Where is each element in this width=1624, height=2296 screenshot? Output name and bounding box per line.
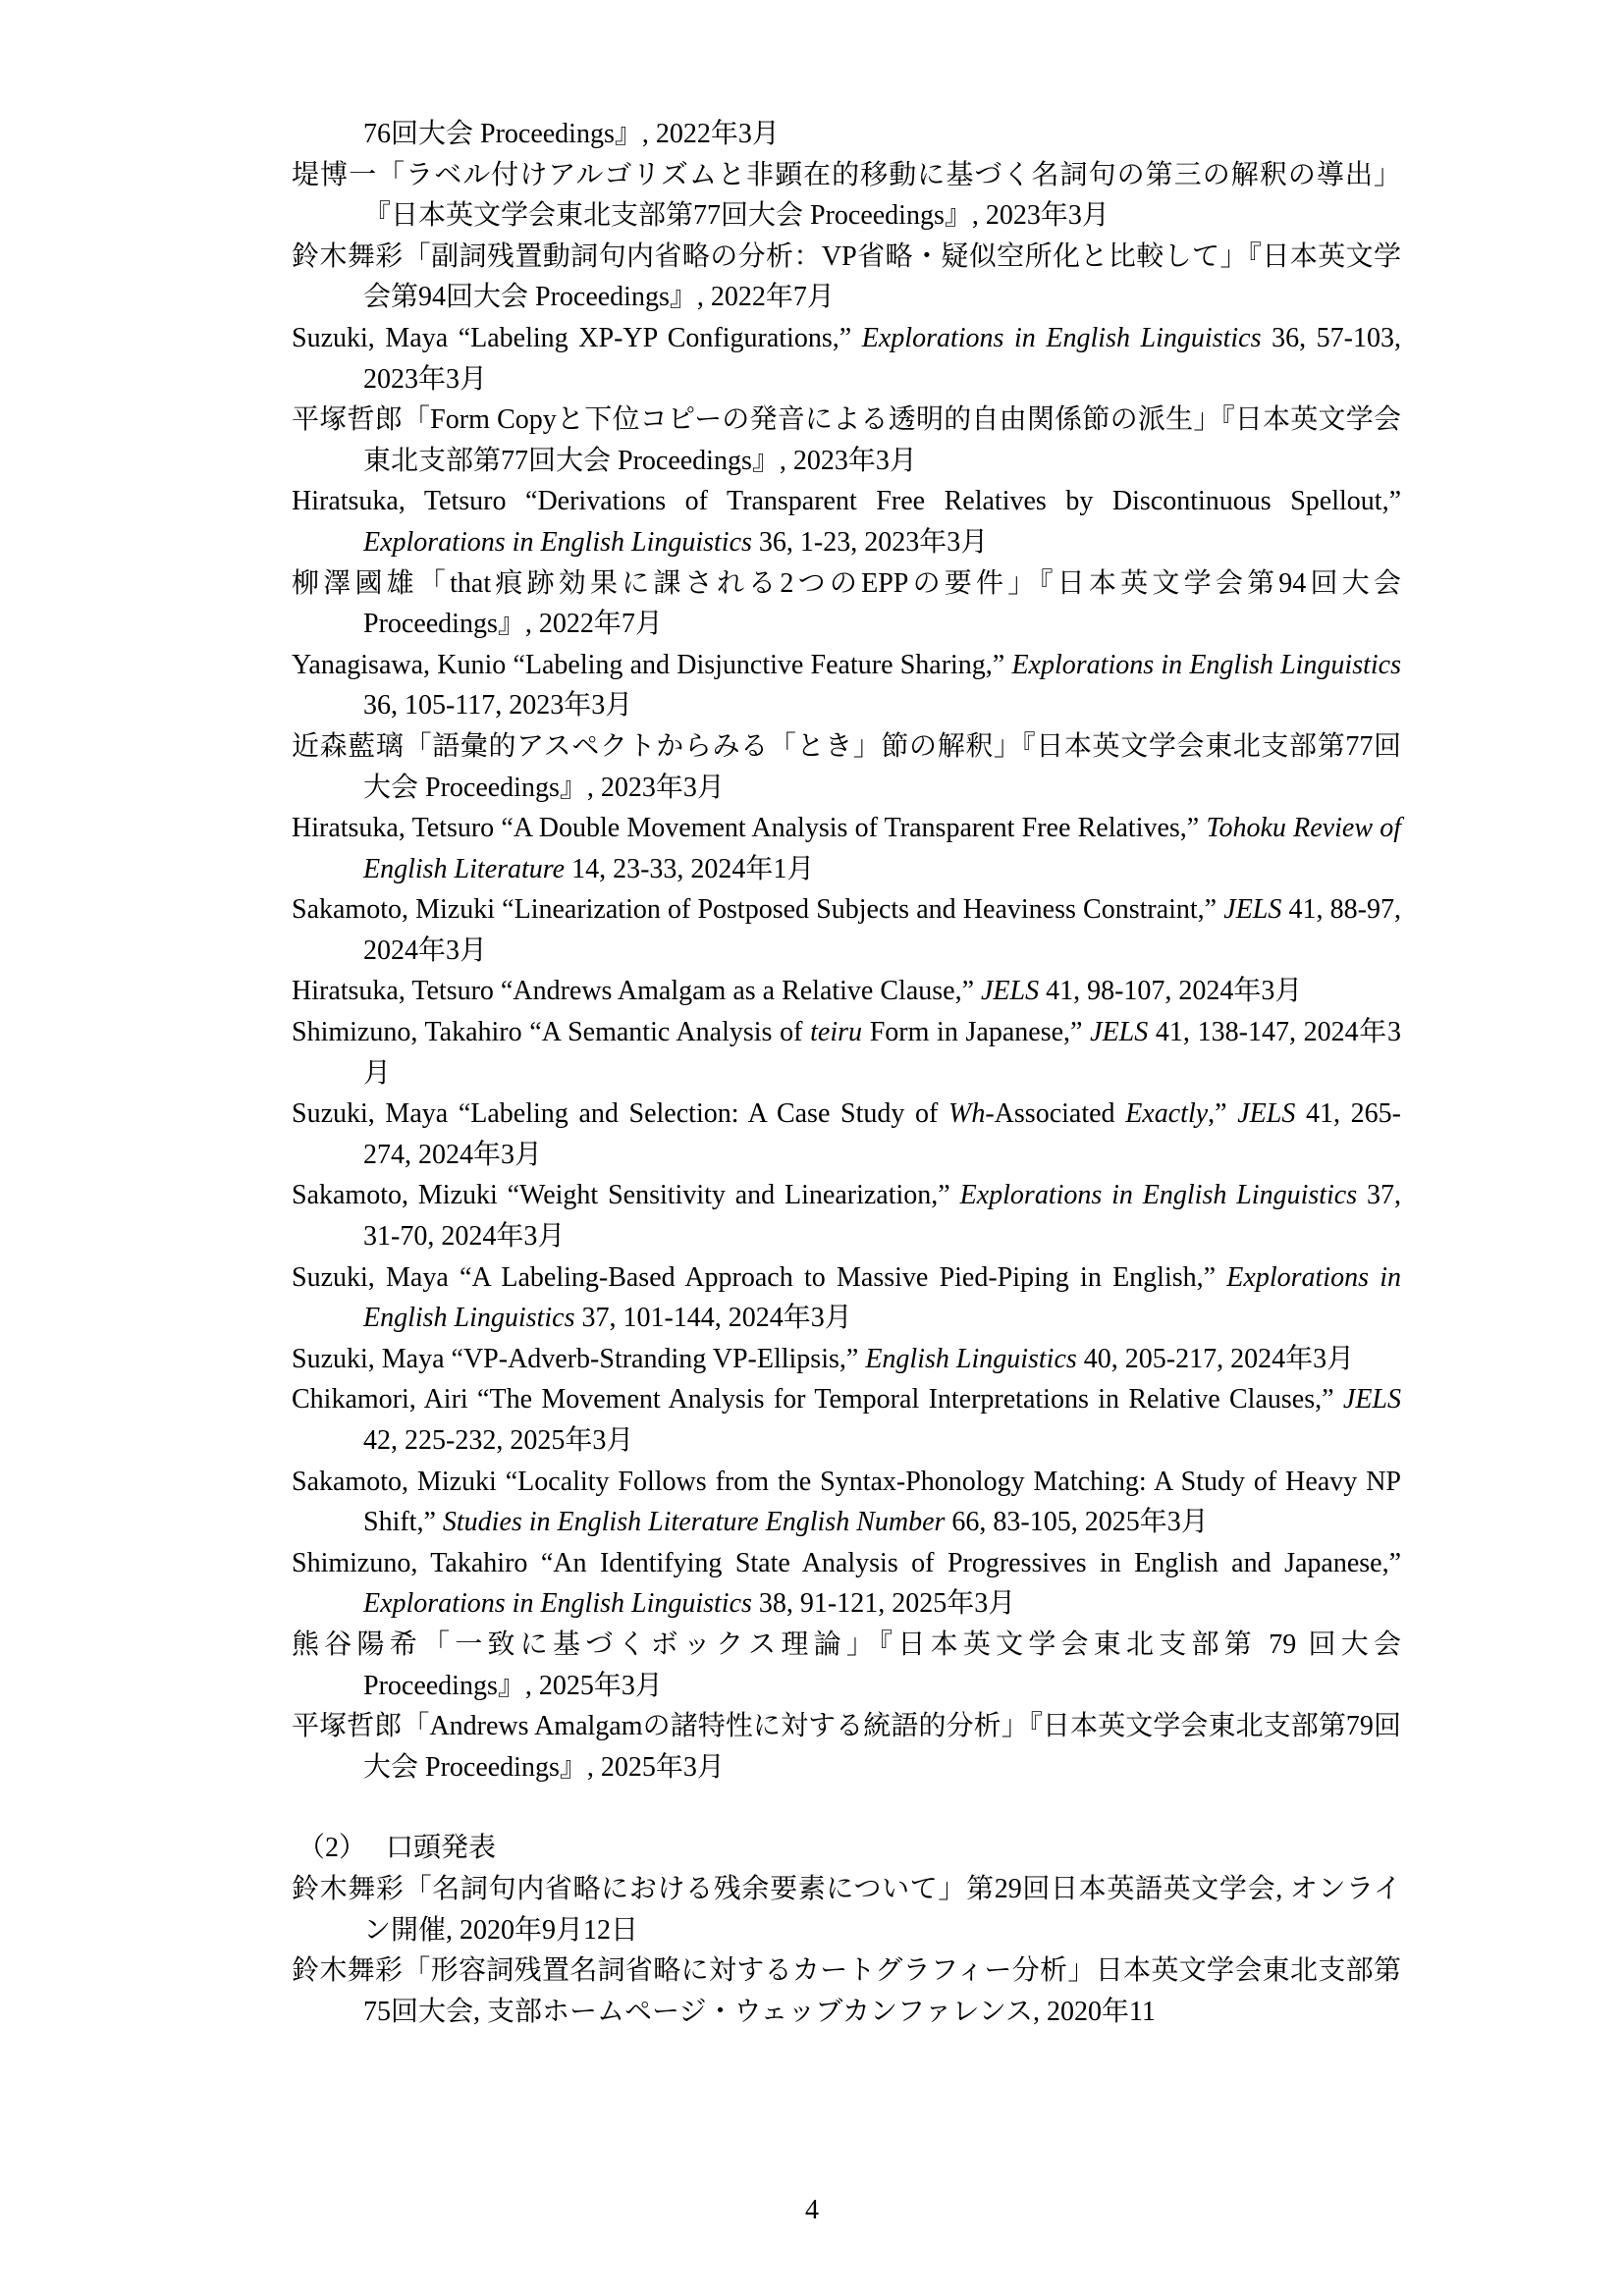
italic-title: Wh — [948, 1098, 986, 1130]
publication-entry — [292, 1706, 1401, 1788]
italic-title: Tohoku Review of English Literature — [363, 813, 1402, 884]
citation-text: Sakamoto, Mizuki “Weight Sensitivity and Linearization,” — [292, 1180, 960, 1211]
section-number: （2） — [298, 1833, 367, 1864]
citation-text: 柳澤國雄「that痕跡効果に課される2つのEPPの要件」『日本英文学会第94回大会 Proceedings』, 2022年7月 — [292, 567, 1401, 640]
citation-text: Hiratsuka, Tetsuro “Andrews Amalgam as a Relative Clause,” — [292, 976, 981, 1007]
publication-entry — [292, 318, 1401, 400]
publications-list — [292, 155, 1401, 1789]
publication-entry — [292, 1379, 1401, 1461]
publication-entry — [292, 400, 1401, 481]
italic-title: Exactly — [1125, 1098, 1209, 1130]
publication-entry — [292, 1462, 1401, 1543]
citation-text: 鈴木舞彩「副詞残置動詞句内省略の分析：VP省略・疑似空所化と比較して」『日本英文学会第94回大会 Proceedings』, 2022年7月 — [292, 240, 1401, 313]
document-page — [292, 114, 1401, 2032]
citation-text: Hiratsuka, Tetsuro “A Double Movement Analysis of Transparent Free Relatives,” — [292, 813, 1207, 844]
citation-text: -Associated — [985, 1098, 1126, 1130]
citation-text: Chikamori, Airi “The Movement Analysis for Temporal Interpretations in Relative Clauses,” — [292, 1384, 1343, 1415]
citation-text: 37, 101-144, 2024年3月 — [574, 1303, 852, 1334]
italic-title: Studies in English Literature English Number — [442, 1507, 946, 1538]
publication-entry — [292, 1339, 1401, 1380]
citation-text: 41, 98-107, 2024年3月 — [1039, 976, 1303, 1007]
section-title: 口頭発表 — [386, 1833, 497, 1864]
citation-text: 38, 91-121, 2025年3月 — [751, 1588, 1016, 1620]
citation-text: 14, 23-33, 2024年1月 — [565, 853, 815, 884]
citation-text: Sakamoto, Mizuki “Locality Follows from the Syntax-Phonology Matching: A Study of Heavy NP Shift,” — [292, 1466, 1401, 1538]
citation-text: Form in Japanese,” — [862, 1017, 1091, 1048]
publication-entry — [292, 1257, 1401, 1339]
citation-text: 41, 265-274, 2024年3月 — [363, 1098, 1401, 1170]
publication-entry — [292, 971, 1401, 1012]
presentation-entry — [292, 1950, 1401, 2032]
citation-text: 41, 138-147, 2024年3月 — [363, 1017, 1401, 1089]
italic-title: Explorations in English Linguistics — [363, 526, 752, 558]
citation-text: Yanagisawa, Kunio “Labeling and Disjunctive Feature Sharing,” — [292, 649, 1012, 680]
italic-title: Explorations in English Linguistics — [363, 1261, 1401, 1334]
presentation-entry — [292, 1869, 1401, 1950]
citation-text: 36, 105-117, 2023年3月 — [363, 690, 633, 721]
continued-entry: 76回大会 Proceedings』, 2022年3月 — [363, 119, 780, 149]
publication-entry — [292, 237, 1401, 318]
citation-text: 42, 225-232, 2025年3月 — [363, 1425, 634, 1456]
citation-text: 平塚哲郎「Andrews Amalgamの諸特性に対する統語的分析」『日本英文学会東北支部第79回大会 Proceedings』, 2025年3月 — [292, 1711, 1401, 1783]
italic-title: teiru — [810, 1017, 863, 1048]
citation-text: 堤博一「ラベル付けアルゴリズムと非顕在的移動に基づく名詞句の第三の解釈の導出」『日本英文学会東北支部第77回大会 Proceedings』, 2023年3月 — [292, 159, 1401, 232]
citation-text: 鈴木舞彩「形容詞残置名詞省略に対するカートグラフィー分析」日本英文学会東北支部第75回大会, 支部ホームページ・ウェッブカンファレンス, 2020年11 — [292, 1955, 1401, 2027]
citation-text: 36, 1-23, 2023年3月 — [751, 526, 989, 558]
publication-entry — [292, 889, 1401, 971]
citation-text: 66, 83-105, 2025年3月 — [945, 1507, 1209, 1538]
citation-text: Suzuki, Maya “Labeling XP-YP Configurations,” — [292, 322, 862, 353]
italic-title: JELS — [1237, 1098, 1296, 1130]
italic-title: JELS — [1342, 1384, 1401, 1415]
italic-title: Explorations in English Linguistics — [363, 1588, 752, 1620]
italic-title: JELS — [981, 976, 1040, 1007]
italic-title: JELS — [1090, 1017, 1149, 1048]
publication-entry — [292, 1625, 1401, 1706]
presentations-list — [292, 1869, 1401, 2032]
page-number: 4 — [805, 2195, 819, 2225]
citation-text: Hiratsuka, Tetsuro “Derivations of Transparent Free Relatives by Discontinuous Spellout,” — [292, 486, 1401, 517]
citation-text: ,” — [1208, 1098, 1238, 1130]
citation-text: 鈴木舞彩「名詞句内省略における残余要素について」第29回日本英語英文学会, オンライン開催, 2020年9月12日 — [292, 1873, 1401, 1946]
publication-entry — [292, 1543, 1401, 1625]
publication-entry — [292, 155, 1401, 237]
publication-entry — [292, 808, 1401, 889]
publication-entry — [292, 1175, 1401, 1256]
citation-text: 36, 57-103, 2023年3月 — [363, 322, 1402, 395]
citation-text: 平塚哲郎「Form Copyと下位コピーの発音による透明的自由関係節の派生」『日本英文学会東北支部第77回大会 Proceedings』, 2023年3月 — [292, 404, 1401, 476]
citation-text: Shimizuno, Takahiro “A Semantic Analysis of — [292, 1017, 811, 1048]
section-heading-oral-presentations — [292, 1828, 1401, 1869]
publication-entry — [292, 481, 1401, 562]
citation-text: 40, 205-217, 2024年3月 — [1076, 1343, 1355, 1374]
citation-text: Suzuki, Maya “A Labeling-Based Approach to Massive Pied-Piping in English,” — [292, 1261, 1227, 1293]
italic-title: English Linguistics — [865, 1343, 1077, 1374]
publication-entry — [292, 1012, 1401, 1094]
publication-entry — [292, 645, 1401, 726]
citation-text: Suzuki, Maya “Labeling and Selection: A Case Study of — [292, 1098, 949, 1130]
italic-title: Explorations in English Linguistics — [1011, 649, 1401, 680]
citation-text: 熊谷陽希「一致に基づくボックス理論」『日本英文学会東北支部第 79 回大会 Proceedings』, 2025年3月 — [292, 1629, 1401, 1701]
citation-text: Suzuki, Maya “VP-Adverb-Stranding VP-Ellipsis,” — [292, 1343, 866, 1374]
publication-entry — [292, 726, 1401, 808]
citation-text: 41, 88-97, 2024年3月 — [363, 894, 1401, 966]
citation-text: 近森藍璃「語彙的アスペクトからみる「とき」節の解釈」『日本英文学会東北支部第77回大会 Proceedings』, 2023年3月 — [292, 730, 1401, 803]
citation-text: Shimizuno, Takahiro “An Identifying State Analysis of Progressives in English and Japanese,” — [292, 1547, 1401, 1578]
publication-entry — [292, 1094, 1401, 1175]
italic-title: Explorations in English Linguistics — [861, 322, 1262, 353]
italic-title: Explorations in English Linguistics — [959, 1180, 1358, 1211]
citation-text: Sakamoto, Mizuki “Linearization of Postposed Subjects and Heaviness Constraint,” — [292, 894, 1224, 926]
publication-entry — [292, 563, 1401, 645]
citation-text: 37, 31-70, 2024年3月 — [363, 1180, 1402, 1253]
italic-title: JELS — [1223, 894, 1282, 926]
